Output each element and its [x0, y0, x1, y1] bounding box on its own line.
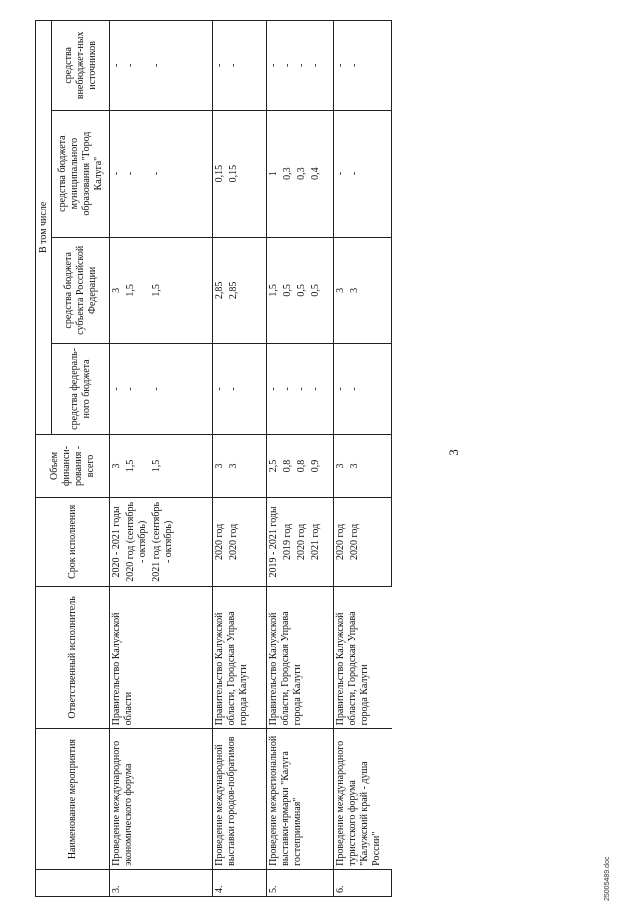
document-code: 25005489.doc — [604, 856, 611, 901]
cell-subject: 1,5 — [267, 237, 282, 344]
cell-municipal: 1 — [267, 110, 282, 237]
cell-subject: 3 — [333, 237, 348, 344]
cell-subject: 0,5 — [309, 237, 333, 344]
cell-municipal: 0,15 — [227, 110, 267, 237]
cell-federal: - — [110, 344, 125, 435]
cell-federal: - — [295, 344, 309, 435]
cell-number: 3. — [110, 869, 125, 896]
cell-term: 2020 год — [348, 498, 392, 586]
cell-volume: 3 — [110, 434, 125, 497]
cell-number — [124, 869, 150, 896]
cell-extrabudget: - — [110, 21, 125, 111]
cell-number: 5. — [267, 869, 282, 896]
header-name: Наименование мероприятия — [36, 729, 110, 870]
cell-federal: - — [267, 344, 282, 435]
header-volume: Объем финанси-рования - всего — [36, 434, 110, 497]
cell-subject: 1,5 — [150, 237, 212, 344]
cell-number — [295, 869, 309, 896]
cell-federal: - — [227, 344, 267, 435]
cell-federal: - — [150, 344, 212, 435]
cell-term: 2020 год — [333, 498, 348, 586]
header-federal: средства федераль-ного бюджета — [52, 344, 110, 435]
cell-subject: 2,85 — [212, 237, 227, 344]
cell-volume: 0,9 — [309, 434, 333, 497]
cell-number — [281, 869, 295, 896]
cell-extrabudget: - — [150, 21, 212, 111]
table-row — [267, 21, 282, 897]
cell-number — [150, 869, 212, 896]
cell-municipal: 0,3 — [295, 110, 309, 237]
cell-number: 6. — [333, 869, 348, 896]
cell-municipal: - — [333, 110, 348, 237]
cell-volume: 3 — [227, 434, 267, 497]
cell-executor: Правительство Калужской области, Городская Управа города Калуги — [267, 586, 334, 729]
cell-name: Проведение межрегиональной выставки-ярмарки "Калуга гостеприимная" — [267, 729, 334, 870]
cell-executor: Правительство Калужской области — [110, 586, 213, 729]
cell-executor: Правительство Калужской области, Городская Управа города Калуги — [212, 586, 267, 729]
cell-term: 2019 - 2021 годы — [267, 498, 282, 586]
cell-extrabudget: - — [267, 21, 282, 111]
cell-volume: 3 — [348, 434, 392, 497]
cell-subject: 0,5 — [295, 237, 309, 344]
cell-number — [227, 869, 267, 896]
cell-subject: 1,5 — [124, 237, 150, 344]
measures-table — [35, 20, 392, 897]
page-number: 3 — [446, 449, 461, 456]
cell-extrabudget: - — [212, 21, 227, 111]
cell-municipal: 0,3 — [281, 110, 295, 237]
cell-term: 2020 - 2021 годы — [110, 498, 125, 586]
cell-federal: - — [212, 344, 227, 435]
cell-volume: 2,5 — [267, 434, 282, 497]
header-including: В том числе — [36, 21, 52, 435]
table-row — [333, 21, 348, 897]
cell-number — [348, 869, 392, 896]
cell-term: 2020 год — [227, 498, 267, 586]
cell-term: 2020 год — [295, 498, 309, 586]
cell-extrabudget: - — [281, 21, 295, 111]
cell-extrabudget: - — [348, 21, 392, 111]
cell-volume: 0,8 — [281, 434, 295, 497]
cell-number — [309, 869, 333, 896]
cell-volume: 3 — [212, 434, 227, 497]
cell-volume: 0,8 — [295, 434, 309, 497]
cell-term: 2021 год (сентябрь - октябрь) — [150, 498, 212, 586]
cell-subject: 3 — [110, 237, 125, 344]
cell-extrabudget: - — [333, 21, 348, 111]
cell-volume: 3 — [333, 434, 348, 497]
table-header-row — [36, 21, 52, 897]
cell-municipal: - — [110, 110, 125, 237]
cell-extrabudget: - — [309, 21, 333, 111]
cell-municipal: 0,15 — [212, 110, 227, 237]
header-municipal: средства бюджета муниципального образования "Город Калуга" — [52, 110, 110, 237]
header-number — [36, 869, 110, 896]
cell-volume: 1,5 — [150, 434, 212, 497]
cell-municipal: - — [348, 110, 392, 237]
cell-name: Проведение международной выставки городов-побратимов — [212, 729, 267, 870]
header-term: Срок исполнения — [36, 498, 110, 586]
cell-federal: - — [333, 344, 348, 435]
cell-term: 2020 год (сентябрь - октябрь) — [124, 498, 150, 586]
cell-municipal: - — [124, 110, 150, 237]
cell-subject: 0,5 — [281, 237, 295, 344]
cell-name: Проведение международного туристского форума "Калужский край - душа России" — [333, 729, 392, 870]
cell-municipal: - — [150, 110, 212, 237]
cell-term: 2019 год — [281, 498, 295, 586]
cell-number: 4. — [212, 869, 227, 896]
cell-extrabudget: - — [227, 21, 267, 111]
cell-executor: Правительство Калужской области, Городская Управа города Калуги — [333, 586, 392, 729]
cell-volume: 1,5 — [124, 434, 150, 497]
cell-name: Проведение международного экономического форума — [110, 729, 213, 870]
table-row — [212, 21, 227, 897]
cell-federal: - — [281, 344, 295, 435]
cell-term: 2021 год — [309, 498, 333, 586]
table-row — [110, 21, 125, 897]
cell-extrabudget: - — [295, 21, 309, 111]
header-subject: средства бюджета субъекта Российской Федерации — [52, 237, 110, 344]
cell-extrabudget: - — [124, 21, 150, 111]
cell-federal: - — [309, 344, 333, 435]
cell-municipal: 0,4 — [309, 110, 333, 237]
cell-federal: - — [124, 344, 150, 435]
cell-subject: 3 — [348, 237, 392, 344]
cell-federal: - — [348, 344, 392, 435]
header-extrabudget: средства внебюджет-ных источников — [52, 21, 110, 111]
header-executor: Ответственный исполнитель — [36, 586, 110, 729]
cell-term: 2020 год — [212, 498, 227, 586]
cell-subject: 2,85 — [227, 237, 267, 344]
